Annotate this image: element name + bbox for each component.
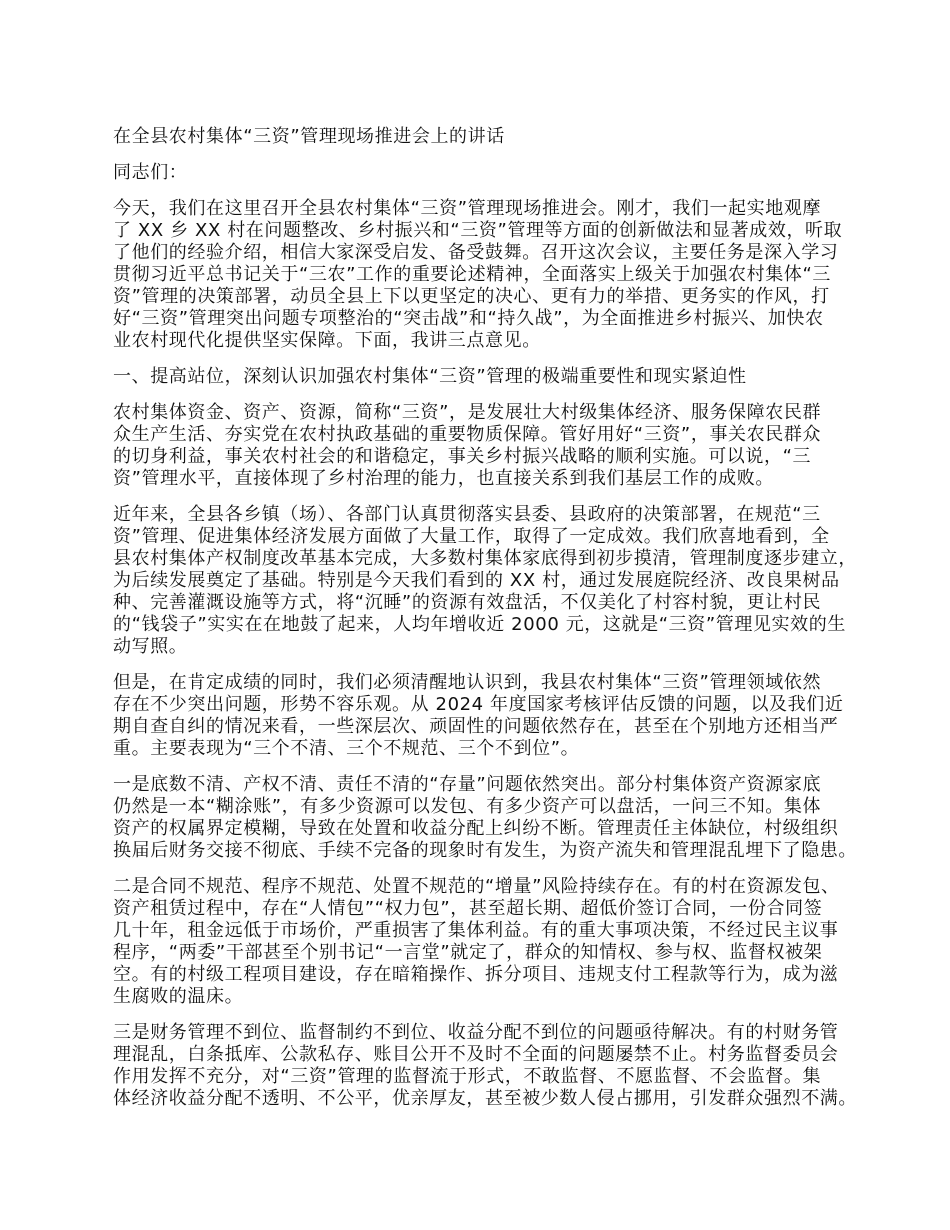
- text-line: 三是财务管理不到位、监督制约不到位、收益分配不到位的问题亟待解决。有的村财务管: [113, 1022, 839, 1043]
- salutation: [113, 162, 873, 184]
- text-line: 资”管理的决策部署，动员全县上下以更坚定的决心、更有力的举措、更务实的作风，打: [113, 286, 830, 307]
- text-line: 存在不少突出问题，形势不容乐观。从 2024 年度国家考核评估反馈的问题，以及我们近: [113, 694, 844, 715]
- text-line: 动写照。: [113, 636, 188, 657]
- text-line: 为后续发展奠定了基础。特别是今天我们看到的 XX 村，通过发展庭院经济、改良果树品: [113, 570, 840, 591]
- text-line: 了 XX 乡 XX 村在问题整改、乡村振兴和“三资”管理等方面的创新做法和显著成效，听取: [113, 220, 843, 241]
- text-line: 众生产生活、夯实党在农村执政基础的重要物质保障。管好用好“三资”，事关农民群众: [113, 424, 822, 445]
- text-line: 贯彻习近平总书记关于“三农”工作的重要论述精神，全面落实上级关于加强农村集体“三: [113, 264, 831, 285]
- text-line: 期自查自纠的情况来看，一些深层次、顽固性的问题依然存在，甚至在个别地方还相当严: [113, 716, 839, 737]
- text-line: 资产租赁过程中，存在“人情包”“权力包”，甚至超长期、超低价签订合同，一份合同签: [113, 898, 823, 919]
- text-line: 的切身利益，事关农村社会的和谐稳定，事关乡村振兴战略的顺利实施。可以说，“三: [113, 446, 812, 467]
- text-line: 县农村集体产权制度改革基本完成，大多数村集体家底得到初步摸清，管理制度逐步建立，: [113, 548, 857, 569]
- paragraph: [113, 1022, 873, 1110]
- text-line: 资”管理、促进集体经济发展方面做了大量工作，取得了一定成效。我们欣喜地看到，全: [113, 526, 830, 547]
- text-line: 程序，“两委”干部甚至个别书记“一言堂”就定了，群众的知情权、参与权、监督权被架: [113, 942, 823, 963]
- paragraph: [113, 876, 873, 1008]
- text-line: 几十年，租金远低于市场价，严重损害了集体利益。有的重大事项决策，不经过民主议事: [113, 920, 839, 941]
- text-line: 空。有的村级工程项目建设，存在暗箱操作、拆分项目、违规支付工程款等行为，成为滋: [113, 964, 839, 985]
- text-line: 同志们：: [113, 162, 188, 183]
- paragraph: [113, 672, 873, 760]
- text-line: 资”管理水平，直接体现了乡村治理的能力，也直接关系到我们基层工作的成败。: [113, 468, 774, 489]
- paragraph: [113, 402, 873, 490]
- text-line: 了他们的经验介绍，相信大家深受启发、备受鼓舞。召开这次会议，主要任务是深入学习: [113, 242, 839, 263]
- section-heading: [113, 366, 873, 388]
- document-body: [113, 126, 873, 1124]
- text-line: 的“钱袋子”实实在在地鼓了起来，人均年增收近 2000 元，这就是“三资”管理见实效的生: [113, 614, 846, 635]
- paragraph: [113, 504, 873, 658]
- text-line: 体经济收益分配不透明、不公平，优亲厚友，甚至被少数人侵占挪用，引发群众强烈不满。: [113, 1088, 857, 1109]
- text-line: 在全县农村集体“三资”管理现场推进会上的讲话: [113, 126, 505, 147]
- paragraph: [113, 198, 873, 352]
- text-line: 生腐败的温床。: [113, 986, 244, 1007]
- text-line: 理混乱，白条抵库、公款私存、账目公开不及时不全面的问题屡禁不止。村务监督委员会: [113, 1044, 839, 1065]
- text-line: 二是合同不规范、程序不规范、处置不规范的“增量”风险持续存在。有的村在资源发包、: [113, 876, 840, 897]
- text-line: 种、完善灌溉设施等方式，将“沉睡”的资源有效盘活，不仅美化了村容村貌，更让村民: [113, 592, 822, 613]
- text-line: 农村集体资金、资产、资源，简称“三资”，是发展壮大村级集体经济、服务保障农民群: [113, 402, 822, 423]
- text-line: 业农村现代化提供坚实保障。下面，我讲三点意见。: [113, 330, 541, 351]
- text-line: 但是，在肯定成绩的同时，我们必须清醒地认识到，我县农村集体“三资”管理领域依然: [113, 672, 822, 693]
- document-title: [113, 126, 873, 148]
- text-line: 今天，我们在这里召开全县农村集体“三资”管理现场推进会。刚才，我们一起实地观摩: [113, 198, 822, 219]
- text-line: 作用发挥不充分，对“三资”管理的监督流于形式，不敢监督、不愿监督、不会监督。集: [113, 1066, 822, 1087]
- text-line: 重。主要表现为“三个不清、三个不规范、三个不到位”。: [113, 738, 580, 759]
- text-line: 资产的权属界定模糊，导致在处置和收益分配上纠纷不断。管理责任主体缺位，村级组织: [113, 818, 839, 839]
- text-line: 换届后财务交接不彻底、手续不完备的现象时有发生，为资产流失和管理混乱埋下了隐患。: [113, 840, 857, 861]
- text-line: 仍然是一本“糊涂账”，有多少资源可以发包、有多少资产可以盘活，一问三不知。集体: [113, 796, 822, 817]
- text-line: 好“三资”管理突出问题专项整治的“突击战”和“持久战”，为全面推进乡村振兴、加快农: [113, 308, 824, 329]
- paragraph: [113, 774, 873, 862]
- text-line: 近年来，全县各乡镇（场）、各部门认真贯彻落实县委、县政府的决策部署，在规范“三: [113, 504, 821, 525]
- text-line: 一、提高站位，深刻认识加强农村集体“三资”管理的极端重要性和现实紧迫性: [113, 366, 747, 387]
- text-line: 一是底数不清、产权不清、责任不清的“存量”问题依然突出。部分村集体资产资源家底: [113, 774, 822, 795]
